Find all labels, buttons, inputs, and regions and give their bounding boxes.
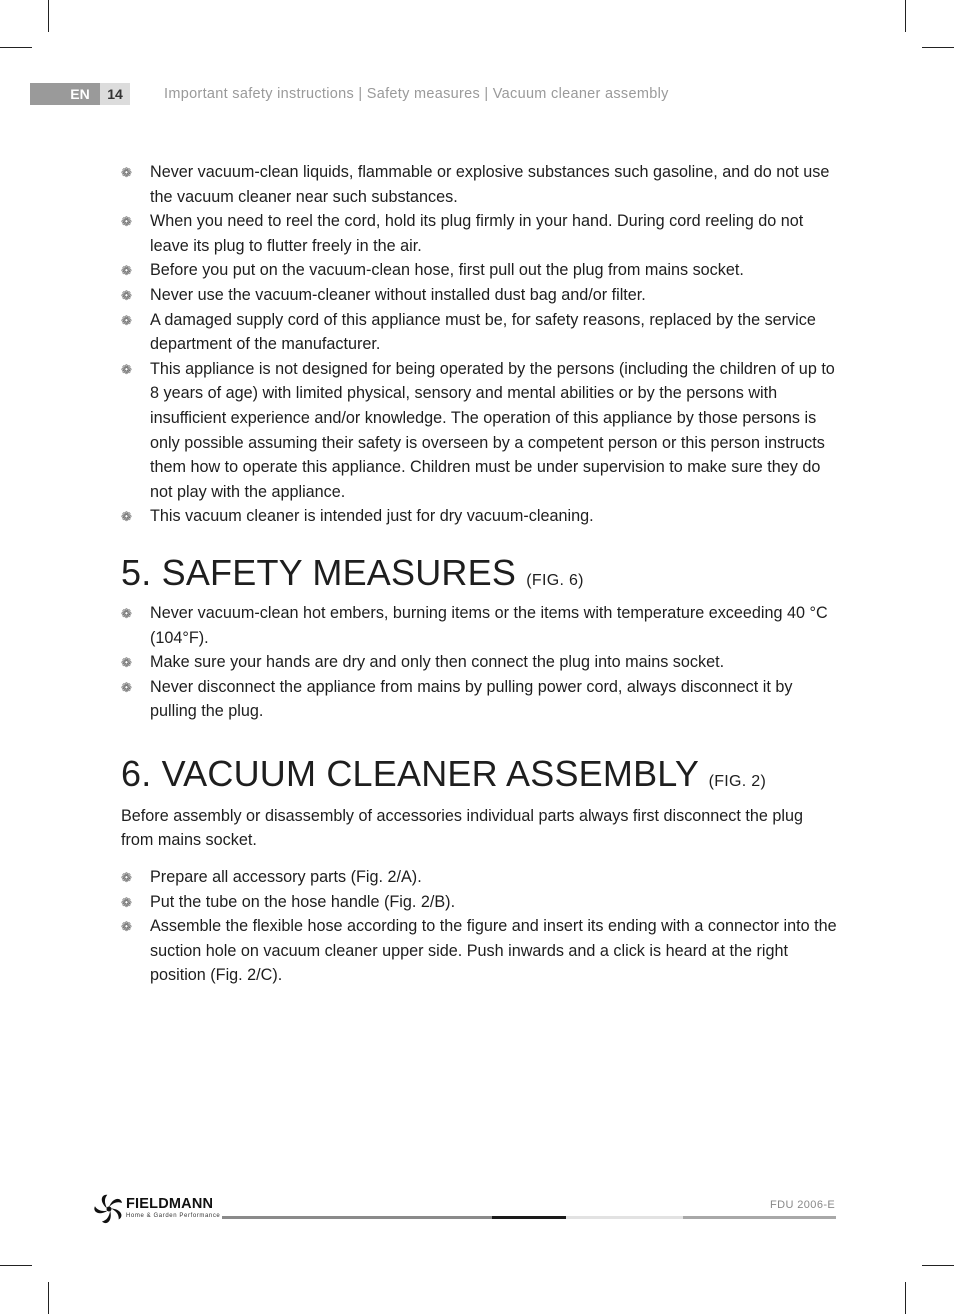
flower-bullet-icon: ❁ <box>121 679 132 695</box>
footer-rule <box>683 1216 836 1219</box>
flower-bullet-icon: ❁ <box>121 165 132 180</box>
list-item <box>121 504 837 529</box>
flower-bullet-icon: ❁ <box>121 263 132 279</box>
flower-bullet-icon: ❁ <box>121 919 132 935</box>
list-item-text: Never vacuum-clean hot embers, burning items or the items with temperature exceeding 40 °C (104°F). <box>150 603 828 647</box>
section-6-intro: Before assembly or disassembly of accessories individual parts always first disconnect the plug from mains socket. <box>121 806 803 850</box>
running-header-title: Important safety instructions | Safety measures | Vacuum cleaner assembly <box>164 86 669 102</box>
page-number: 14 <box>100 83 130 105</box>
safety-measures-list <box>121 601 837 724</box>
list-item <box>121 308 837 357</box>
list-item-text: Never disconnect the appliance from mains by pulling power cord, always disconnect it by pulling the plug. <box>150 677 793 721</box>
crop-mark <box>905 1282 906 1314</box>
list-item <box>121 283 837 308</box>
flower-bullet-icon: ❁ <box>121 605 132 621</box>
footer-rule <box>222 1216 492 1219</box>
crop-mark <box>922 47 954 48</box>
crop-mark <box>48 1282 49 1314</box>
flower-bullet-icon: ❁ <box>121 894 132 910</box>
crop-mark <box>0 47 32 48</box>
list-item-text: A damaged supply cord of this appliance must be, for safety reasons, replaced by the service department of the manufacturer. <box>150 310 816 354</box>
header-language: EN <box>70 86 90 102</box>
section-5-fig-ref: (FIG. 6) <box>526 571 584 589</box>
list-item <box>121 675 837 724</box>
assembly-steps-list <box>121 865 837 988</box>
brand-name: FIELDMANN <box>126 1196 214 1212</box>
flower-bullet-icon: ❁ <box>121 361 132 377</box>
list-item-text: Never vacuum-clean liquids, flammable or explosive substances such gasoline, and do not use the vacuum cleaner near such substances. <box>150 163 830 206</box>
flower-bullet-icon: ❁ <box>121 509 132 525</box>
list-item-text: Put the tube on the hose handle (Fig. 2/B). <box>150 892 456 911</box>
flower-bullet-icon: ❁ <box>121 312 132 328</box>
brand-tagline: Home & Garden Performance <box>126 1213 221 1219</box>
section-6-fig-ref: (FIG. 2) <box>708 772 767 790</box>
section-5-title: 5. SAFETY MEASURES <box>121 551 517 593</box>
list-item-text: Make sure your hands are dry and only then connect the plug into mains socket. <box>150 653 725 672</box>
crop-mark <box>0 1265 32 1266</box>
safety-instructions-list <box>121 160 837 529</box>
list-item <box>121 601 837 650</box>
list-item <box>121 914 837 988</box>
page-content <box>121 160 837 988</box>
list-item <box>121 650 837 675</box>
list-item <box>121 258 837 283</box>
section-6-heading <box>121 752 837 804</box>
footer-rule <box>566 1216 683 1219</box>
list-item <box>121 357 837 505</box>
model-number: FDU 2006-E <box>770 1199 836 1211</box>
list-item <box>121 160 837 209</box>
flower-bullet-icon: ❁ <box>121 287 132 303</box>
list-item-text: When you need to reel the cord, hold its plug firmly in your hand. During cord reeling do not leave its plug to flutter freely in the air. <box>150 212 804 255</box>
flower-bullet-icon: ❁ <box>121 870 132 886</box>
crop-mark <box>905 0 906 32</box>
list-item-text: Before you put on the vacuum-clean hose, first pull out the plug from mains socket. <box>150 261 744 280</box>
flower-bullet-icon: ❁ <box>121 214 132 230</box>
list-item-text: Prepare all accessory parts (Fig. 2/A). <box>150 868 422 887</box>
flower-bullet-icon: ❁ <box>121 655 132 671</box>
list-item <box>121 890 837 915</box>
crop-mark <box>48 0 49 32</box>
section-5-heading <box>121 551 837 603</box>
list-item-text: This vacuum cleaner is intended just for dry vacuum-cleaning. <box>150 507 594 526</box>
footer-rule <box>492 1216 566 1219</box>
list-item-text: Never use the vacuum-cleaner without installed dust bag and/or filter. <box>150 285 646 304</box>
list-item-text: Assemble the flexible hose according to the figure and insert its ending with a connector into the suction hole on vacuum cleaner upper side. Push inwards and a click is heard at the right position (Fig. 2/C). <box>150 917 837 985</box>
list-item <box>121 209 837 258</box>
list-item-text: This appliance is not designed for being operated by the persons (including the children of up to 8 years of age) with limited physical, sensory and mental abilities or by the persons with insufficient experience and/or knowledge. The operation of this appliance by those persons is only possible assuming their safety is overseen by a competent person or this person instructs them how to operate this appliance. Children must be under supervision to make sure they do not play with the appliance. <box>150 359 835 501</box>
section-6-title: 6. VACUUM CLEANER ASSEMBLY <box>121 752 699 794</box>
crop-mark <box>922 1265 954 1266</box>
list-item <box>121 865 837 890</box>
